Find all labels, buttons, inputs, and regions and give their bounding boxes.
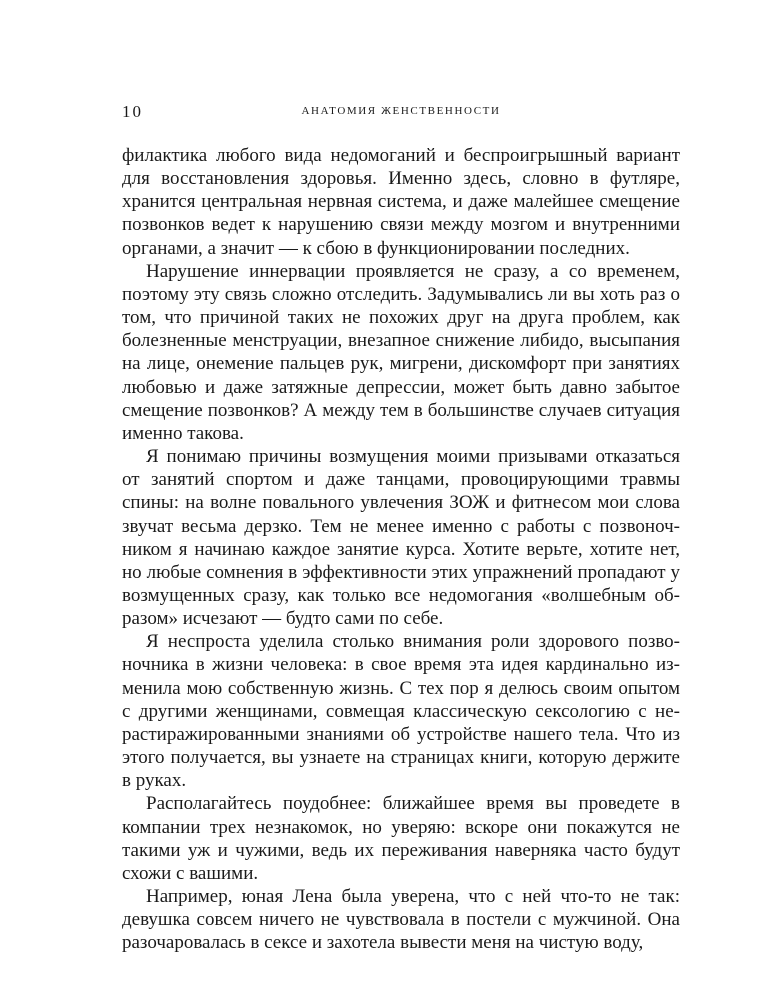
paragraph: Располагайтесь поудобнее: ближайшее время вы проведете в компании трех незнакомок, но уверяю: вскоре они покажутся не такими уж и чужими, ведь их переживания наверняка часто будут схожи с вашими.: [122, 793, 680, 884]
running-title: АНАТОМИЯ ЖЕНСТВЕННОСТИ: [301, 105, 501, 117]
body-text: [122, 144, 680, 954]
page-number: 10: [122, 102, 143, 121]
paragraph: Я неспроста уделила столько внимания роли здорового позвоночника в жизни человека: в свое время эта идея кардинально изменила мою собственную жизнь. С тех пор я делюсь своим опытом с другими женщинами, совмещая классическую сексологию с нерастиражированными знаниями об устройстве нашего тела. Что из этого получается, вы узнаете на страницах книги, которую держите в руках.: [122, 631, 680, 792]
paragraph: Я понимаю причины возмущения моими призывами отказаться от занятий спортом и даже танцами, провоцирующими травмы спины: на волне повального увлечения ЗОЖ и фитнесом мои слова звучат весьма дерзко. Тем не менее именно с работы с позвоночником я начинаю каждое занятие курса. Хотите верьте, хотите нет, но любые сомнения в эффективности этих упражнений пропадают у возмущенных сразу, как только все недомогания «волшебным образом» исчезают — будто сами по себе.: [122, 446, 680, 630]
running-header: [122, 102, 680, 122]
paragraph: Нарушение иннервации проявляется не сразу, а со временем, поэтому эту связь сложно отследить. Задумывались ли вы хоть раз о том, что причиной таких не похожих друг на друга проблем, как болезненные менструации, внезапное снижение либидо, высыпания на лице, онемение пальцев рук, мигрени, дискомфорт при занятиях любовью и даже затяжные депрессии, может быть давно забытое смещение позвонков? А между тем в большинстве случаев ситуация именно такова.: [122, 260, 680, 444]
paragraph: Например, юная Лена была уверена, что с ней что-то не так: девушка совсем ничего не чувствовала в постели с мужчиной. Она разочаровалась в сексе и захотела вывести меня на чистую воду,: [122, 886, 680, 954]
paragraph-continued: филактика любого вида недомоганий и беспроигрышный вариант для восстановления здоровья. Именно здесь, словно в футляре, хранится центральная нервная система, и даже малейшее смещение позвонков ведет к нарушению связи между мозгом и внутренними органами, а значит — к сбою в функционировании последних.: [122, 145, 680, 259]
